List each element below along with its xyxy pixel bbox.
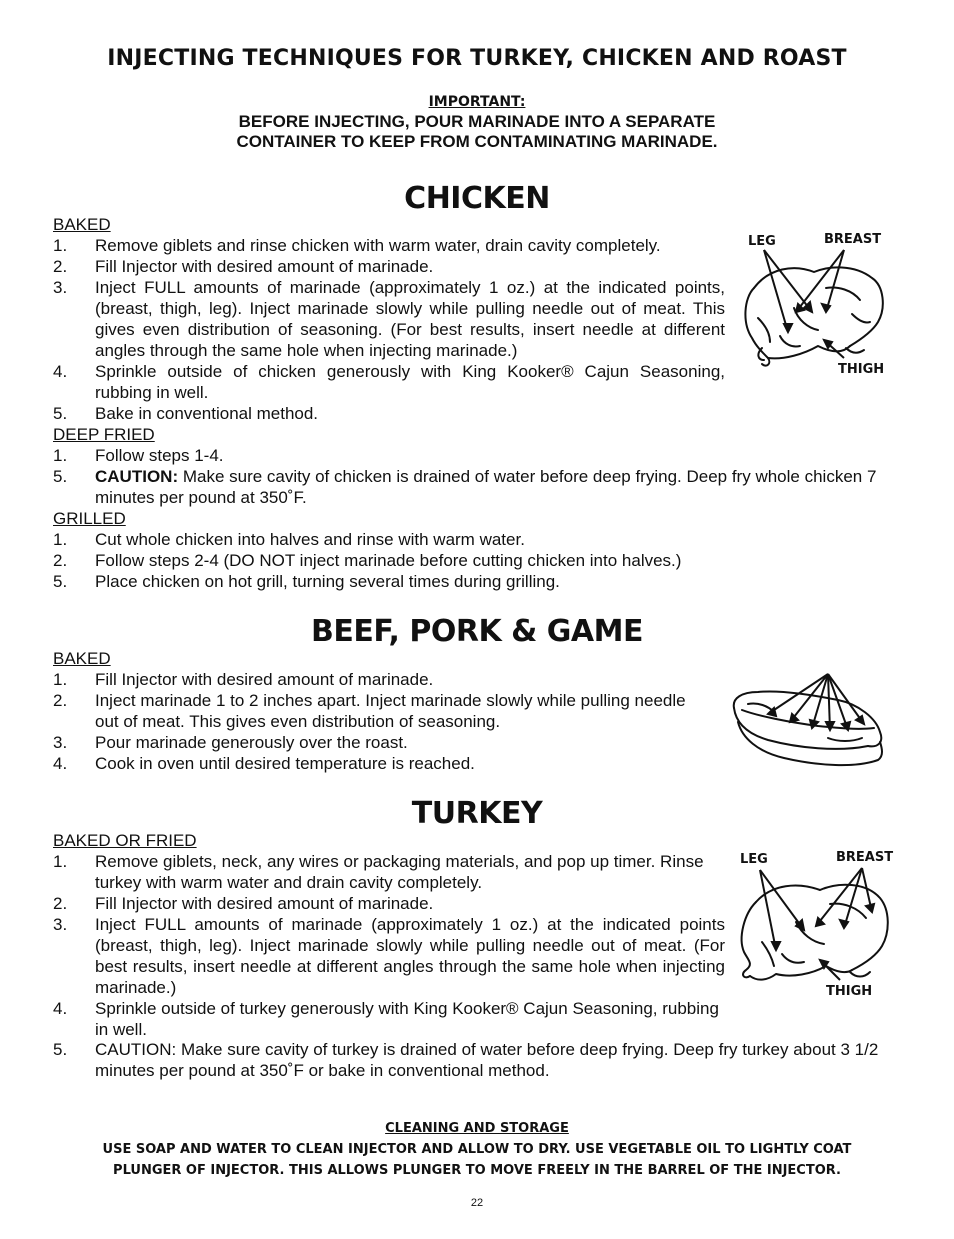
list-item: 5. Place chicken on hot grill, turning several times during grilling. xyxy=(53,572,560,591)
important-notice xyxy=(0,92,954,152)
leg-label: LEG xyxy=(740,852,768,867)
chicken-grilled-label: GRILLED xyxy=(53,509,126,528)
turkey-title: TURKEY xyxy=(411,796,543,831)
beef-baked-section xyxy=(53,648,705,774)
list-item: 3. Inject FULL amounts of marinade (approximately 1 oz.) at the indicated points (breast, thigh, leg). Inject marinade slowly while pulling needle out of meat. (For best results, insert needle at different angles through the same hole when injecting marinade.) xyxy=(53,915,725,997)
list-item: 4. Sprinkle outside of turkey generously with King Kooker® Cajun Seasoning, rubbing in well. xyxy=(53,999,719,1039)
cleaning-line-1: USE SOAP AND WATER TO CLEAN INJECTOR AND ALLOW TO DRY. USE VEGETABLE OIL TO LIGHTLY COAT xyxy=(102,1142,852,1157)
caution-label: CAUTION: xyxy=(95,467,179,486)
list-item: 5. CAUTION: Make sure cavity of turkey is drained of water before deep frying. Deep fry turkey about 3 1/2 minutes per pound at 350˚F or bake in conventional method. xyxy=(53,1040,879,1080)
turkey-section xyxy=(53,830,725,1040)
page-title: INJECTING TECHNIQUES FOR TURKEY, CHICKEN AND ROAST xyxy=(107,46,847,71)
cleaning-storage-section xyxy=(0,1118,954,1181)
leg-label: LEG xyxy=(748,234,776,249)
list-item: 1. Follow steps 1-4. xyxy=(53,446,224,465)
breast-label: BREAST xyxy=(824,232,882,247)
list-item: 2. Follow steps 2-4 (DO NOT inject marinade before cutting chicken into halves.) xyxy=(53,551,682,570)
chicken-fried-section xyxy=(53,424,891,508)
list-item: 2. Fill Injector with desired amount of marinade. xyxy=(53,894,434,913)
beef-baked-label: BAKED xyxy=(53,649,111,668)
list-item: 3. Pour marinade generously over the roast. xyxy=(53,733,408,752)
chicken-baked-section xyxy=(53,214,725,424)
roast-injection-diagram xyxy=(728,668,888,770)
list-item: 4. Sprinkle outside of chicken generously with King Kooker® Cajun Seasoning, rubbing in well. xyxy=(53,362,725,402)
list-item: 2. Fill Injector with desired amount of marinade. xyxy=(53,257,434,276)
thigh-label: THIGH xyxy=(838,362,885,377)
list-item: 4. Cook in oven until desired temperature is reached. xyxy=(53,754,475,773)
beef-title: BEEF, PORK & GAME xyxy=(311,614,643,649)
turkey-caution xyxy=(53,1039,891,1081)
important-line-2: CONTAINER TO KEEP FROM CONTAMINATING MARINADE. xyxy=(236,132,718,151)
cleaning-line-2: PLUNGER OF INJECTOR. THIS ALLOWS PLUNGER TO MOVE FREELY IN THE BARREL OF THE INJECTOR. xyxy=(113,1163,841,1178)
chicken-fried-label: DEEP FRIED xyxy=(53,425,155,444)
chicken-icon xyxy=(734,228,904,388)
chicken-title: CHICKEN xyxy=(404,181,550,216)
list-item: 2. Inject marinade 1 to 2 inches apart. Inject marinade slowly while pulling needle out of meat. This gives even distribution of seasoning. xyxy=(53,691,686,731)
list-item: 1. Cut whole chicken into halves and rinse with warm water. xyxy=(53,530,525,549)
chicken-baked-label: BAKED xyxy=(53,215,111,234)
list-item: 1. Remove giblets, neck, any wires or packaging materials, and pop up timer. Rinse turkey with warm water and drain cavity completely. xyxy=(53,852,704,892)
page-number: 22 xyxy=(470,1197,484,1209)
breast-label: BREAST xyxy=(836,850,894,865)
list-item: 1. Remove giblets and rinse chicken with warm water, drain cavity completely. xyxy=(53,236,661,255)
turkey-icon xyxy=(732,846,912,1006)
turkey-injection-diagram xyxy=(732,846,912,1006)
important-line-1: BEFORE INJECTING, POUR MARINADE INTO A SEPARATE xyxy=(238,112,716,131)
roast-icon xyxy=(728,668,888,770)
list-item: 3. Inject FULL amounts of marinade (approximately 1 oz.) at the indicated points, (breast, thigh, leg). Inject marinade slowly while pulling needle out of meat. This gives even distribution of seasoning. (For best results, insert needle at different angles through the same hole when injecting marinade.) xyxy=(53,278,725,360)
list-item: 5. CAUTION: Make sure cavity of chicken is drained of water before deep frying. Deep fry whole chicken 7 minutes per pound at 350˚F. xyxy=(53,467,877,507)
list-item: 1. Fill Injector with desired amount of marinade. xyxy=(53,670,434,689)
cleaning-title: CLEANING AND STORAGE xyxy=(385,1121,569,1136)
important-label: IMPORTANT: xyxy=(428,94,526,110)
chicken-injection-diagram xyxy=(734,228,904,388)
thigh-label: THIGH xyxy=(826,984,873,999)
chicken-grilled-section xyxy=(53,508,891,592)
list-item: 5. Bake in conventional method. xyxy=(53,404,319,423)
turkey-label: BAKED OR FRIED xyxy=(53,831,197,850)
